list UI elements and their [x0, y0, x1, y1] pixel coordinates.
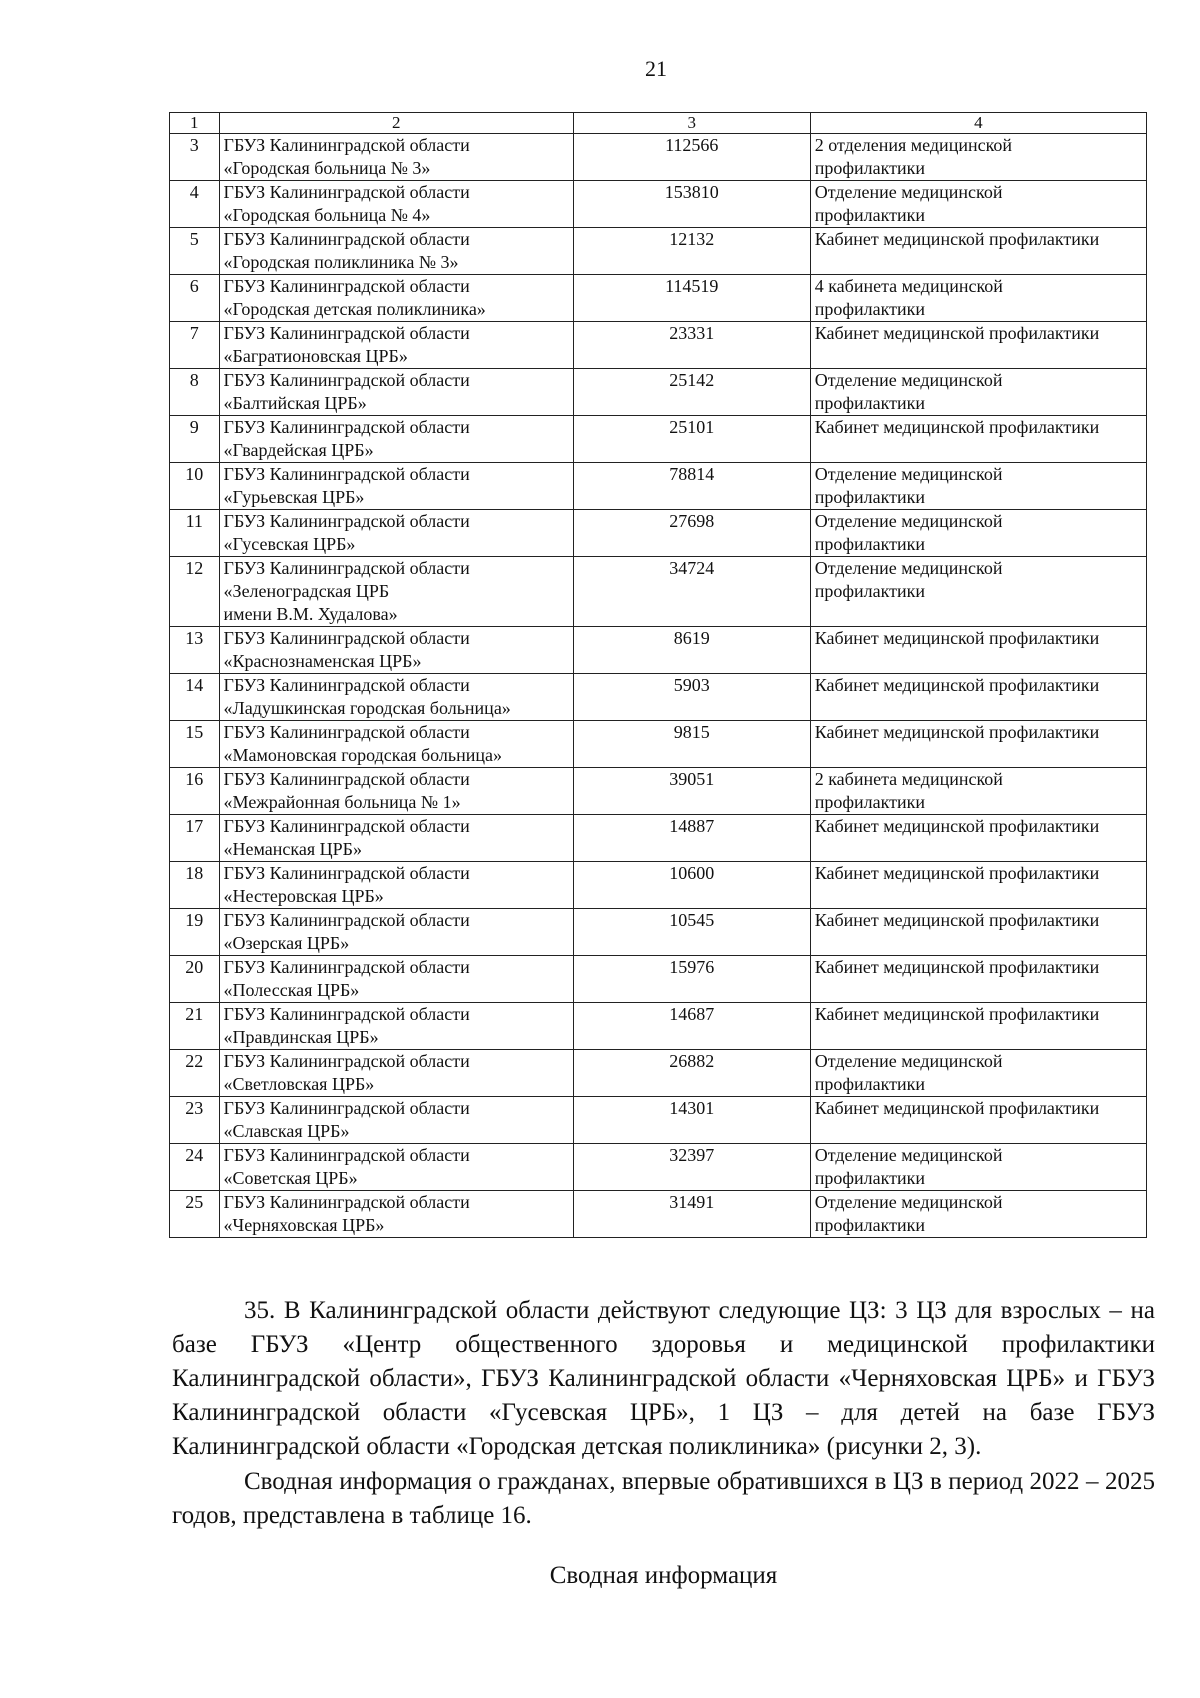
facility-name-line: ГБУЗ Калининградской области — [223, 1051, 470, 1071]
facility-name-cell — [219, 815, 573, 862]
prevention-unit-cell — [810, 463, 1146, 510]
prevention-unit-line: профилактики — [814, 1074, 925, 1094]
table-row — [170, 909, 1147, 956]
row-number-cell: 7 — [170, 322, 220, 369]
prevention-unit-line: профилактики — [814, 205, 925, 225]
facility-name-line: ГБУЗ Калининградской области — [223, 370, 470, 390]
population-cell: 8619 — [573, 627, 810, 674]
facility-name-line: ГБУЗ Калининградской области — [223, 628, 470, 648]
prevention-unit-cell — [810, 1097, 1146, 1144]
facility-name-cell — [219, 1097, 573, 1144]
facility-name-cell — [219, 275, 573, 322]
population-cell: 9815 — [573, 721, 810, 768]
facility-name-line: «Городская больница № 4» — [223, 205, 431, 225]
facility-name-cell — [219, 228, 573, 275]
prevention-unit-cell — [810, 416, 1146, 463]
population-cell: 14301 — [573, 1097, 810, 1144]
prevention-unit-line: Кабинет медицинской профилактики — [814, 628, 1100, 648]
facility-name-line: ГБУЗ Калининградской области — [223, 1145, 470, 1165]
prevention-unit-line: профилактики — [814, 581, 925, 601]
facility-name-line: «Озерская ЦРБ» — [223, 933, 350, 953]
facility-name-cell — [219, 369, 573, 416]
facility-name-line: ГБУЗ Калининградской области — [223, 1192, 470, 1212]
prevention-unit-cell — [810, 862, 1146, 909]
row-number-cell: 15 — [170, 721, 220, 768]
row-number-cell: 4 — [170, 181, 220, 228]
prevention-unit-cell — [810, 228, 1146, 275]
facility-name-line: «Городская поликлиника № 3» — [223, 252, 459, 272]
facility-name-line: ГБУЗ Калининградской области — [223, 417, 470, 437]
prevention-unit-line: Кабинет медицинской профилактики — [814, 957, 1100, 977]
prevention-unit-line: Кабинет медицинской профилактики — [814, 863, 1100, 883]
prevention-unit-line: 2 отделения медицинской — [814, 135, 1013, 155]
section-subtitle: Сводная информация — [549, 1562, 778, 1589]
prevention-unit-line: профилактики — [814, 534, 925, 554]
facility-name-cell — [219, 1050, 573, 1097]
prevention-unit-line: профилактики — [814, 1168, 925, 1188]
population-cell: 32397 — [573, 1144, 810, 1191]
population-cell: 14887 — [573, 815, 810, 862]
row-number-cell: 12 — [170, 557, 220, 627]
population-cell: 23331 — [573, 322, 810, 369]
row-number-cell: 13 — [170, 627, 220, 674]
facility-name-line: ГБУЗ Калининградской области — [223, 816, 470, 836]
table-row — [170, 674, 1147, 721]
population-cell: 25142 — [573, 369, 810, 416]
column-header: 1 — [170, 113, 220, 134]
table-row — [170, 815, 1147, 862]
prevention-unit-line: Кабинет медицинской профилактики — [814, 323, 1100, 343]
facility-name-line: «Неманская ЦРБ» — [223, 839, 363, 859]
row-number-cell: 18 — [170, 862, 220, 909]
prevention-unit-line: 2 кабинета медицинской — [814, 769, 1003, 789]
row-number-cell: 3 — [170, 134, 220, 181]
prevention-unit-line: профилактики — [814, 393, 925, 413]
table-row — [170, 627, 1147, 674]
facility-name-cell — [219, 1144, 573, 1191]
population-cell: 14687 — [573, 1003, 810, 1050]
facility-name-line: ГБУЗ Калининградской области — [223, 464, 470, 484]
prevention-unit-cell — [810, 815, 1146, 862]
facility-name-cell — [219, 956, 573, 1003]
facility-name-line: «Советская ЦРБ» — [223, 1168, 358, 1188]
facility-name-line: «Ладушкинская городская больница» — [223, 698, 511, 718]
table-row — [170, 322, 1147, 369]
prevention-unit-line: профилактики — [814, 792, 925, 812]
facility-name-line: «Краснознаменская ЦРБ» — [223, 651, 422, 671]
prevention-unit-cell — [810, 557, 1146, 627]
prevention-unit-cell — [810, 275, 1146, 322]
facility-name-line: ГБУЗ Калининградской области — [223, 229, 470, 249]
table-row — [170, 275, 1147, 322]
facility-name-line: ГБУЗ Калининградской области — [223, 863, 470, 883]
facility-name-line: «Славская ЦРБ» — [223, 1121, 350, 1141]
row-number-cell: 14 — [170, 674, 220, 721]
facility-name-line: «Городская детская поликлиника» — [223, 299, 486, 319]
table-row — [170, 721, 1147, 768]
prevention-unit-cell — [810, 627, 1146, 674]
facility-name-cell — [219, 134, 573, 181]
prevention-unit-line: Кабинет медицинской профилактики — [814, 910, 1100, 930]
paragraph-summary: Сводная информация о гражданах, впервые обратившихся в ЦЗ в период 2022 – 2025 годов, представлена в таблице 16. — [172, 1468, 1155, 1529]
prevention-unit-line: 4 кабинета медицинской — [814, 276, 1003, 296]
facility-name-line: «Городская больница № 3» — [223, 158, 431, 178]
page-number: 21 — [645, 56, 667, 81]
row-number-cell: 23 — [170, 1097, 220, 1144]
facility-name-line: «Зеленоградская ЦРБ — [223, 581, 390, 601]
population-cell: 26882 — [573, 1050, 810, 1097]
row-number-cell: 16 — [170, 768, 220, 815]
table-row — [170, 1003, 1147, 1050]
facility-name-line: ГБУЗ Калининградской области — [223, 323, 470, 343]
table-header-row — [170, 113, 1147, 134]
population-cell: 31491 — [573, 1191, 810, 1238]
prevention-unit-line: Отделение медицинской — [814, 558, 1003, 578]
facility-name-cell — [219, 768, 573, 815]
facility-name-line: имени В.М. Худалова» — [223, 604, 398, 624]
facility-name-line: ГБУЗ Калининградской области — [223, 276, 470, 296]
table-row — [170, 1144, 1147, 1191]
row-number-cell: 17 — [170, 815, 220, 862]
row-number-cell: 8 — [170, 369, 220, 416]
prevention-unit-line: Отделение медицинской — [814, 1192, 1003, 1212]
table-body — [170, 134, 1147, 1238]
table-row — [170, 510, 1147, 557]
column-header: 2 — [219, 113, 573, 134]
row-number-cell: 21 — [170, 1003, 220, 1050]
prevention-unit-line: Отделение медицинской — [814, 1051, 1003, 1071]
table-row — [170, 1097, 1147, 1144]
row-number-cell: 24 — [170, 1144, 220, 1191]
population-cell: 15976 — [573, 956, 810, 1003]
facility-name-line: «Светловская ЦРБ» — [223, 1074, 375, 1094]
prevention-unit-line: Отделение медицинской — [814, 511, 1003, 531]
facility-name-cell — [219, 1191, 573, 1238]
facility-name-line: ГБУЗ Калининградской области — [223, 1098, 470, 1118]
row-number-cell: 5 — [170, 228, 220, 275]
facility-name-line: «Правдинская ЦРБ» — [223, 1027, 379, 1047]
prevention-unit-cell — [810, 322, 1146, 369]
facility-name-line: ГБУЗ Калининградской области — [223, 182, 470, 202]
facility-name-cell — [219, 181, 573, 228]
prevention-unit-line: Кабинет медицинской профилактики — [814, 816, 1100, 836]
row-number-cell: 9 — [170, 416, 220, 463]
table-row — [170, 768, 1147, 815]
facility-name-cell — [219, 674, 573, 721]
facility-name-cell — [219, 557, 573, 627]
facility-name-line: ГБУЗ Калининградской области — [223, 910, 470, 930]
row-number-cell: 25 — [170, 1191, 220, 1238]
row-number-cell: 19 — [170, 909, 220, 956]
facility-name-cell — [219, 909, 573, 956]
prevention-unit-cell — [810, 674, 1146, 721]
facility-name-line: «Межрайонная больница № 1» — [223, 792, 461, 812]
paragraph-35: 35. В Калининградской области действуют следующие ЦЗ: 3 ЦЗ для взрослых – на базе ГБУЗ «Центр общественного здоровья и медицинской профилактики Калининградской области», ГБУЗ Калининградской области «Черняховская ЦРБ» и ГБУЗ Калининградской области «Гусевская ЦРБ», 1 ЦЗ – для детей на базе ГБУЗ Калининградской области «Городская детская поликлиника» (рисунки 2, 3). — [172, 1297, 1155, 1460]
prevention-unit-line: Отделение медицинской — [814, 464, 1003, 484]
prevention-unit-line: профилактики — [814, 299, 925, 319]
population-cell: 10600 — [573, 862, 810, 909]
population-cell: 25101 — [573, 416, 810, 463]
facility-name-line: «Нестеровская ЦРБ» — [223, 886, 384, 906]
table-row — [170, 557, 1147, 627]
facility-name-line: ГБУЗ Калининградской области — [223, 1004, 470, 1024]
prevention-unit-cell — [810, 1191, 1146, 1238]
facility-name-line: ГБУЗ Калининградской области — [223, 769, 470, 789]
population-cell: 112566 — [573, 134, 810, 181]
facility-name-line: «Полесская ЦРБ» — [223, 980, 360, 1000]
prevention-unit-cell — [810, 909, 1146, 956]
prevention-unit-cell — [810, 134, 1146, 181]
facility-name-line: ГБУЗ Калининградской области — [223, 675, 470, 695]
table-row — [170, 228, 1147, 275]
facility-name-line: ГБУЗ Калининградской области — [223, 558, 470, 578]
facility-name-cell — [219, 1003, 573, 1050]
prevention-unit-line: Кабинет медицинской профилактики — [814, 722, 1100, 742]
row-number-cell: 10 — [170, 463, 220, 510]
prevention-unit-cell — [810, 956, 1146, 1003]
prevention-unit-line: Кабинет медицинской профилактики — [814, 1004, 1100, 1024]
column-header: 3 — [573, 113, 810, 134]
population-cell: 12132 — [573, 228, 810, 275]
facilities-table — [169, 112, 1147, 1238]
facility-name-line: «Мамоновская городская больница» — [223, 745, 502, 765]
prevention-unit-cell — [810, 768, 1146, 815]
facility-name-cell — [219, 627, 573, 674]
population-cell: 5903 — [573, 674, 810, 721]
prevention-unit-cell — [810, 369, 1146, 416]
facility-name-cell — [219, 322, 573, 369]
prevention-unit-line: профилактики — [814, 1215, 925, 1235]
facility-name-line: «Гусевская ЦРБ» — [223, 534, 356, 554]
population-cell: 10545 — [573, 909, 810, 956]
population-cell: 34724 — [573, 557, 810, 627]
table-row — [170, 956, 1147, 1003]
facility-name-cell — [219, 416, 573, 463]
facility-name-line: «Гвардейская ЦРБ» — [223, 440, 374, 460]
population-cell: 27698 — [573, 510, 810, 557]
table-row — [170, 862, 1147, 909]
facility-name-cell — [219, 463, 573, 510]
facility-name-cell — [219, 862, 573, 909]
prevention-unit-line: Кабинет медицинской профилактики — [814, 417, 1100, 437]
population-cell: 78814 — [573, 463, 810, 510]
prevention-unit-line: Отделение медицинской — [814, 182, 1003, 202]
facility-name-line: «Черняховская ЦРБ» — [223, 1215, 385, 1235]
prevention-unit-line: Кабинет медицинской профилактики — [814, 229, 1100, 249]
row-number-cell: 20 — [170, 956, 220, 1003]
prevention-unit-line: профилактики — [814, 487, 925, 507]
prevention-unit-cell — [810, 510, 1146, 557]
facility-name-line: «Багратионовская ЦРБ» — [223, 346, 408, 366]
facility-name-cell — [219, 721, 573, 768]
facility-name-line: ГБУЗ Калининградской области — [223, 511, 470, 531]
facility-name-cell — [219, 510, 573, 557]
prevention-unit-line: Кабинет медицинской профилактики — [814, 675, 1100, 695]
population-cell: 114519 — [573, 275, 810, 322]
row-number-cell: 6 — [170, 275, 220, 322]
table-row — [170, 369, 1147, 416]
prevention-unit-line: Кабинет медицинской профилактики — [814, 1098, 1100, 1118]
facility-name-line: ГБУЗ Калининградской области — [223, 722, 470, 742]
prevention-unit-cell — [810, 1144, 1146, 1191]
row-number-cell: 11 — [170, 510, 220, 557]
prevention-unit-cell — [810, 721, 1146, 768]
column-header: 4 — [810, 113, 1146, 134]
table-row — [170, 181, 1147, 228]
facility-name-line: «Гурьевская ЦРБ» — [223, 487, 365, 507]
population-cell: 153810 — [573, 181, 810, 228]
population-cell: 39051 — [573, 768, 810, 815]
facility-name-line: ГБУЗ Калининградской области — [223, 135, 470, 155]
prevention-unit-cell — [810, 1050, 1146, 1097]
table-row — [170, 1191, 1147, 1238]
prevention-unit-line: Отделение медицинской — [814, 1145, 1003, 1165]
row-number-cell: 22 — [170, 1050, 220, 1097]
facility-name-line: ГБУЗ Калининградской области — [223, 957, 470, 977]
table-row — [170, 463, 1147, 510]
prevention-unit-line: Отделение медицинской — [814, 370, 1003, 390]
table-row — [170, 134, 1147, 181]
prevention-unit-line: профилактики — [814, 158, 925, 178]
facility-name-line: «Балтийская ЦРБ» — [223, 393, 367, 413]
prevention-unit-cell — [810, 1003, 1146, 1050]
table-row — [170, 416, 1147, 463]
table-row — [170, 1050, 1147, 1097]
prevention-unit-cell — [810, 181, 1146, 228]
